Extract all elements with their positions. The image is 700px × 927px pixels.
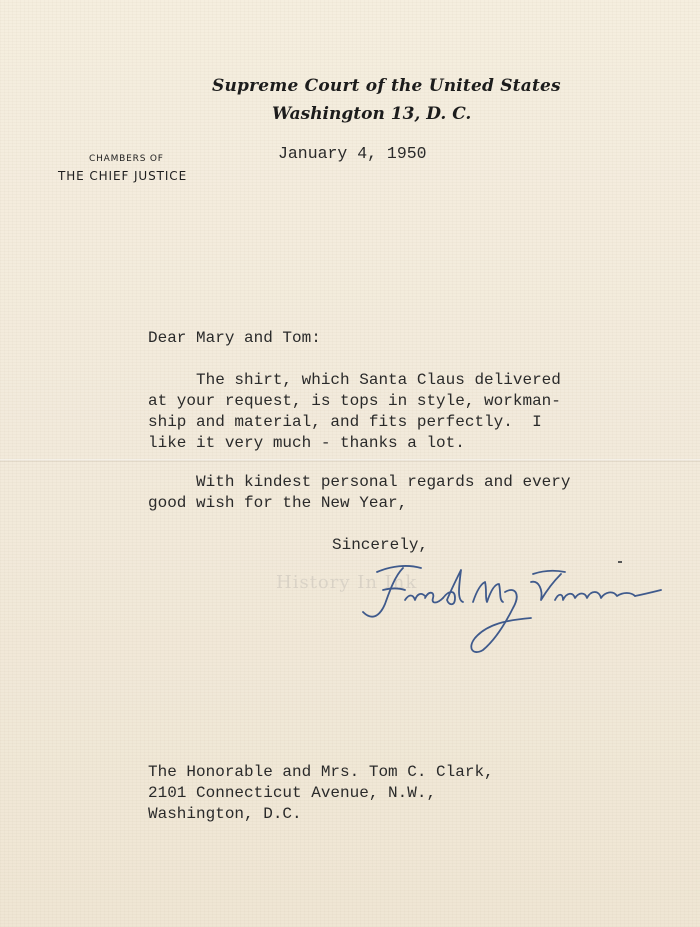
salutation: Dear Mary and Tom: bbox=[148, 329, 321, 347]
body-paragraph-1 bbox=[148, 370, 561, 454]
chambers-title: THE CHIEF JUSTICE bbox=[58, 169, 188, 183]
body-line: at your request, is tops in style, workman- bbox=[148, 392, 561, 410]
recipient-address bbox=[148, 762, 494, 825]
address-line: Washington, D.C. bbox=[148, 805, 302, 823]
paper-fold-crease bbox=[0, 459, 700, 462]
body-line: With kindest personal regards and every bbox=[148, 473, 571, 491]
closing: Sincerely, bbox=[332, 536, 429, 554]
watermark: History In Ink bbox=[276, 572, 418, 593]
body-line: ship and material, and fits perfectly. I bbox=[148, 413, 542, 431]
body-line: good wish for the New Year, bbox=[148, 494, 408, 512]
body-paragraph-2 bbox=[148, 472, 570, 514]
letterhead-court: Supreme Court of the United States bbox=[212, 76, 561, 96]
chambers-label: CHAMBERS OF bbox=[89, 154, 164, 164]
handwritten-signature bbox=[355, 560, 670, 660]
ink-dot bbox=[618, 561, 622, 563]
letter-date: January 4, 1950 bbox=[278, 144, 427, 163]
address-line: The Honorable and Mrs. Tom C. Clark, bbox=[148, 763, 494, 781]
body-line: The shirt, which Santa Claus delivered bbox=[148, 371, 561, 389]
letterhead-city: Washington 13, D. C. bbox=[272, 104, 472, 124]
address-line: 2101 Connecticut Avenue, N.W., bbox=[148, 784, 437, 802]
body-line: like it very much - thanks a lot. bbox=[148, 434, 465, 452]
